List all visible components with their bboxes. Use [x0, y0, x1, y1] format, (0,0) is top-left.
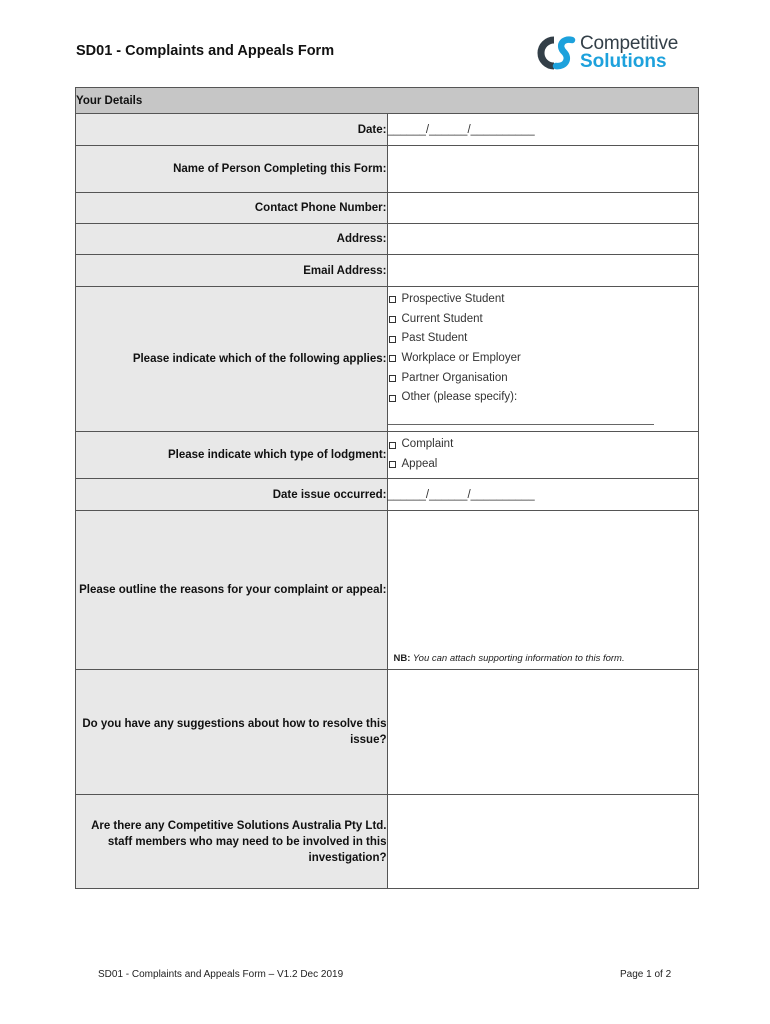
- logo-text-competitive: Competitive: [580, 33, 679, 54]
- nb-text: You can attach supporting information to this form.: [410, 653, 625, 665]
- lodgment-label: Please indicate which type of lodgment:: [76, 432, 388, 479]
- date-label: Date:: [76, 114, 388, 146]
- reasons-label: Please outline the reasons for your complaint or appeal:: [76, 511, 388, 670]
- checkbox-icon[interactable]: [389, 316, 396, 323]
- date-blank: ______/______/__________: [387, 123, 535, 136]
- email-field[interactable]: [387, 255, 699, 287]
- option-prospective-student[interactable]: [388, 290, 699, 310]
- suggestions-field[interactable]: [387, 670, 699, 795]
- complaints-form-table: [75, 87, 699, 889]
- option-label: Complaint: [401, 438, 454, 451]
- section-header-your-details: Your Details: [76, 88, 699, 114]
- phone-field[interactable]: [387, 193, 699, 224]
- issue-date-field[interactable]: [387, 479, 699, 511]
- option-complaint[interactable]: [388, 435, 699, 455]
- applies-options: [387, 287, 699, 432]
- document-title: SD01 - Complaints and Appeals Form: [76, 43, 335, 59]
- option-label: Appeal: [401, 458, 438, 471]
- option-partner-organisation[interactable]: [388, 369, 699, 389]
- logo-text-solutions: Solutions: [580, 51, 667, 72]
- checkbox-icon[interactable]: [389, 336, 396, 343]
- name-label: Name of Person Completing this Form:: [76, 146, 388, 193]
- option-appeal[interactable]: [388, 455, 699, 475]
- footer-document-version: SD01 - Complaints and Appeals Form – V1.2 Dec 2019: [98, 969, 344, 980]
- reasons-field[interactable]: [387, 511, 699, 670]
- option-current-student[interactable]: [388, 310, 699, 330]
- phone-label: Contact Phone Number:: [76, 193, 388, 224]
- checkbox-icon[interactable]: [389, 442, 396, 449]
- applies-label: Please indicate which of the following applies:: [76, 287, 388, 432]
- issue-date-label: Date issue occurred:: [76, 479, 388, 511]
- staff-label: Are there any Competitive Solutions Australia Pty Ltd. staff members who may need to be involved in this investigation?: [76, 795, 388, 889]
- cs-logo-icon: [536, 34, 578, 72]
- option-label: Other (please specify):: [401, 391, 518, 404]
- checkbox-icon[interactable]: [389, 461, 396, 468]
- option-label: Prospective Student: [401, 293, 505, 305]
- option-past-student[interactable]: [388, 329, 699, 349]
- other-specify-line[interactable]: [388, 410, 654, 425]
- checkbox-icon[interactable]: [389, 395, 396, 402]
- checkbox-icon[interactable]: [389, 296, 396, 303]
- option-label: Partner Organisation: [401, 371, 508, 384]
- address-field[interactable]: [387, 224, 699, 255]
- option-label: Current Student: [401, 312, 483, 325]
- issue-date-blank: ______/______/__________: [387, 488, 535, 501]
- checkbox-icon[interactable]: [389, 375, 396, 382]
- suggestions-label: Do you have any suggestions about how to resolve this issue?: [76, 670, 388, 795]
- supporting-info-note: [394, 653, 625, 664]
- option-workplace-employer[interactable]: [388, 349, 699, 369]
- option-label: Past Student: [401, 332, 468, 345]
- option-other[interactable]: [388, 388, 699, 408]
- staff-field[interactable]: [387, 795, 699, 889]
- address-label: Address:: [76, 224, 388, 255]
- email-label: Email Address:: [76, 255, 388, 287]
- competitive-solutions-logo: [536, 34, 698, 72]
- date-field[interactable]: [387, 114, 699, 146]
- option-label: Workplace or Employer: [401, 352, 521, 365]
- checkbox-icon[interactable]: [389, 355, 396, 362]
- lodgment-options: [387, 432, 699, 479]
- name-field[interactable]: [387, 146, 699, 193]
- footer-page-number: Page 1 of 2: [620, 969, 672, 980]
- nb-prefix: NB:: [393, 653, 411, 665]
